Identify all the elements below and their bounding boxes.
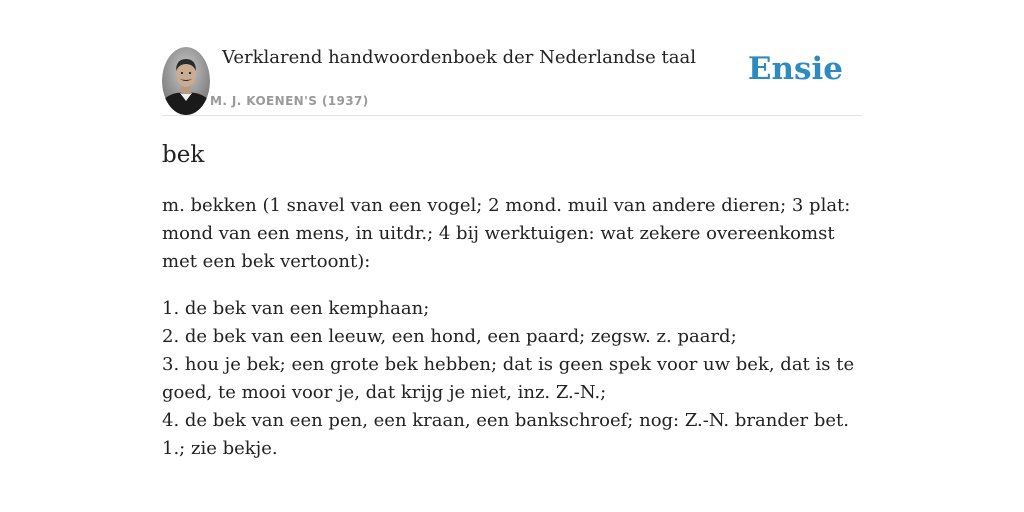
header	[162, 0, 862, 116]
page-container	[162, 0, 862, 459]
author-label: M. J. KOENEN'S (1937)	[210, 94, 369, 108]
examples-list	[162, 295, 862, 463]
definition-text: m. bekken (1 snavel van een vogel; 2 mond. muil van andere dieren; 3 plat: mond van een mens, in uitdr.; 4 bij werktuigen: wat zekere overeenkomst met een bek vertoont):	[162, 195, 851, 272]
headword: bek	[162, 142, 205, 168]
example-item: 1. de bek van een kemphaan;	[162, 298, 430, 319]
example-item: 4. de bek van een pen, een kraan, een bankschroef; nog: Z.-N. brander bet. 1.; zie bekje.	[162, 410, 849, 459]
ensie-logo-link[interactable]: Ensie	[747, 51, 843, 87]
example-item: 2. de bek van een leeuw, een hond, een paard; zegsw. z. paard;	[162, 326, 737, 347]
example-item: 3. hou je bek; een grote bek hebben; dat is geen spek voor uw bek, dat is te goed, te mooi voor je, dat krijg je niet, inz. Z.-N.;	[162, 354, 855, 403]
book-title: Verklarend handwoordenboek der Nederlandse taal	[222, 47, 696, 68]
author-portrait-icon	[162, 47, 210, 115]
